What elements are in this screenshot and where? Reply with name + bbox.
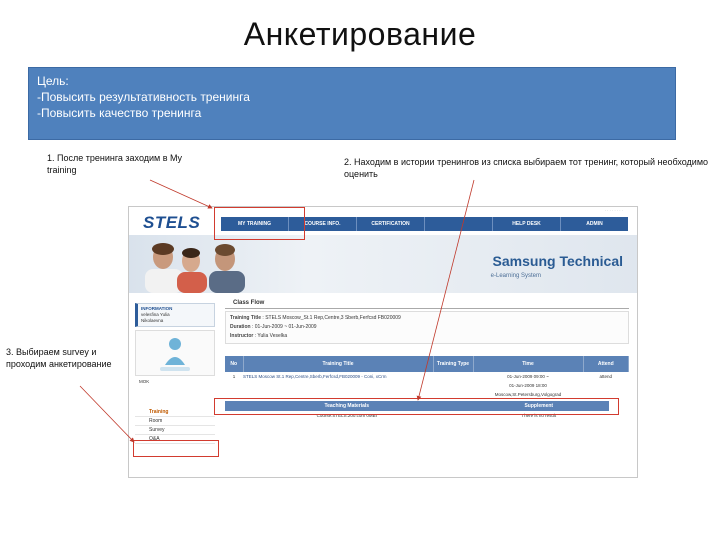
instructor-value: : Yulia Veselka (254, 333, 288, 339)
cell-time: 01-Jun-2009 09:00 ~ (507, 374, 549, 379)
side-item-qa[interactable]: Q&A (135, 435, 215, 444)
col-time: Time (473, 356, 583, 372)
nav-certification[interactable]: CERTIFICATION (357, 217, 425, 231)
cell-location: Moscow,St.Petersburg,Volgograd (494, 392, 562, 397)
slide-title: Анкетирование (243, 16, 477, 52)
info-header: INFORMATION (141, 306, 173, 311)
cell-time-end: 01-Jun-2009 18:00 (509, 383, 547, 388)
side-link-mok[interactable]: MOK (139, 379, 150, 384)
goal-line: -Повысить результативность тренинга (37, 90, 250, 104)
duration-label: Duration (230, 324, 251, 330)
instructor-label: Instructor (230, 333, 254, 339)
nav-help-desk[interactable]: HELP DESK (493, 217, 561, 231)
col-training-title: Training Title (243, 356, 433, 372)
arrow-to-training-row (418, 180, 474, 400)
col-supplement: Supplement (469, 401, 609, 411)
col-attend: Attend (583, 356, 629, 372)
brand-subtitle: e-Learning System (490, 273, 541, 279)
user-name-line: Nikolaevna (141, 318, 164, 323)
class-flow-heading: Class Flow (225, 299, 629, 309)
duration-value: : 01-Jun-2009 ~ 01-Jun-2009 (251, 324, 317, 330)
top-links: · · · · · · · · (604, 208, 623, 213)
side-item-survey[interactable]: Survey (135, 426, 215, 435)
supplement-value: There is no result (521, 413, 557, 418)
side-item-training[interactable]: Training (135, 408, 215, 417)
training-title-label: Training Title (230, 315, 262, 321)
user-name-line: velesfina Yulia (141, 312, 170, 317)
material-link[interactable]: Course.STELS.200.com 0MBI (316, 413, 377, 418)
step-note-2: 2. Находим в истории тренингов из списка выбираем тот тренинг, который необходимо оценить (344, 157, 709, 179)
col-no: No (225, 356, 243, 372)
col-teaching-materials: Teaching Materials (225, 401, 469, 411)
brand-title: Samsung Technical (492, 253, 623, 269)
nav-course-info[interactable]: COURSE INFO. (289, 217, 357, 231)
training-link[interactable]: STELS Moscow St.1 Rep,Centre,Sberb,Ferfcsd,FB020009 - Coni, xCrm (243, 374, 387, 379)
step-note-1: 1. После тренинга заходим в My training (47, 153, 183, 175)
side-item-room[interactable]: Room (135, 417, 215, 426)
stels-logo: STELS (143, 213, 201, 232)
training-title-value: : STELS Moscow_St.1 Rep,Centre,3 Sberb,Ferfcsd FB020009 (262, 315, 401, 321)
arrow-to-survey (80, 386, 134, 442)
nav-my-training[interactable]: MY TRAINING (221, 217, 289, 231)
col-training-type: Training Type (433, 356, 473, 372)
cell-no: 1 (232, 374, 236, 379)
goal-line: -Повысить качество тренинга (37, 106, 202, 120)
step-note-3: 3. Выбираем survey и проходим анкетирование (6, 347, 112, 369)
cell-attend: attend (599, 374, 612, 379)
nav-admin[interactable]: ADMIN (586, 221, 603, 227)
arrow-to-my-training (150, 180, 212, 208)
goal-line: Цель: (37, 74, 69, 88)
